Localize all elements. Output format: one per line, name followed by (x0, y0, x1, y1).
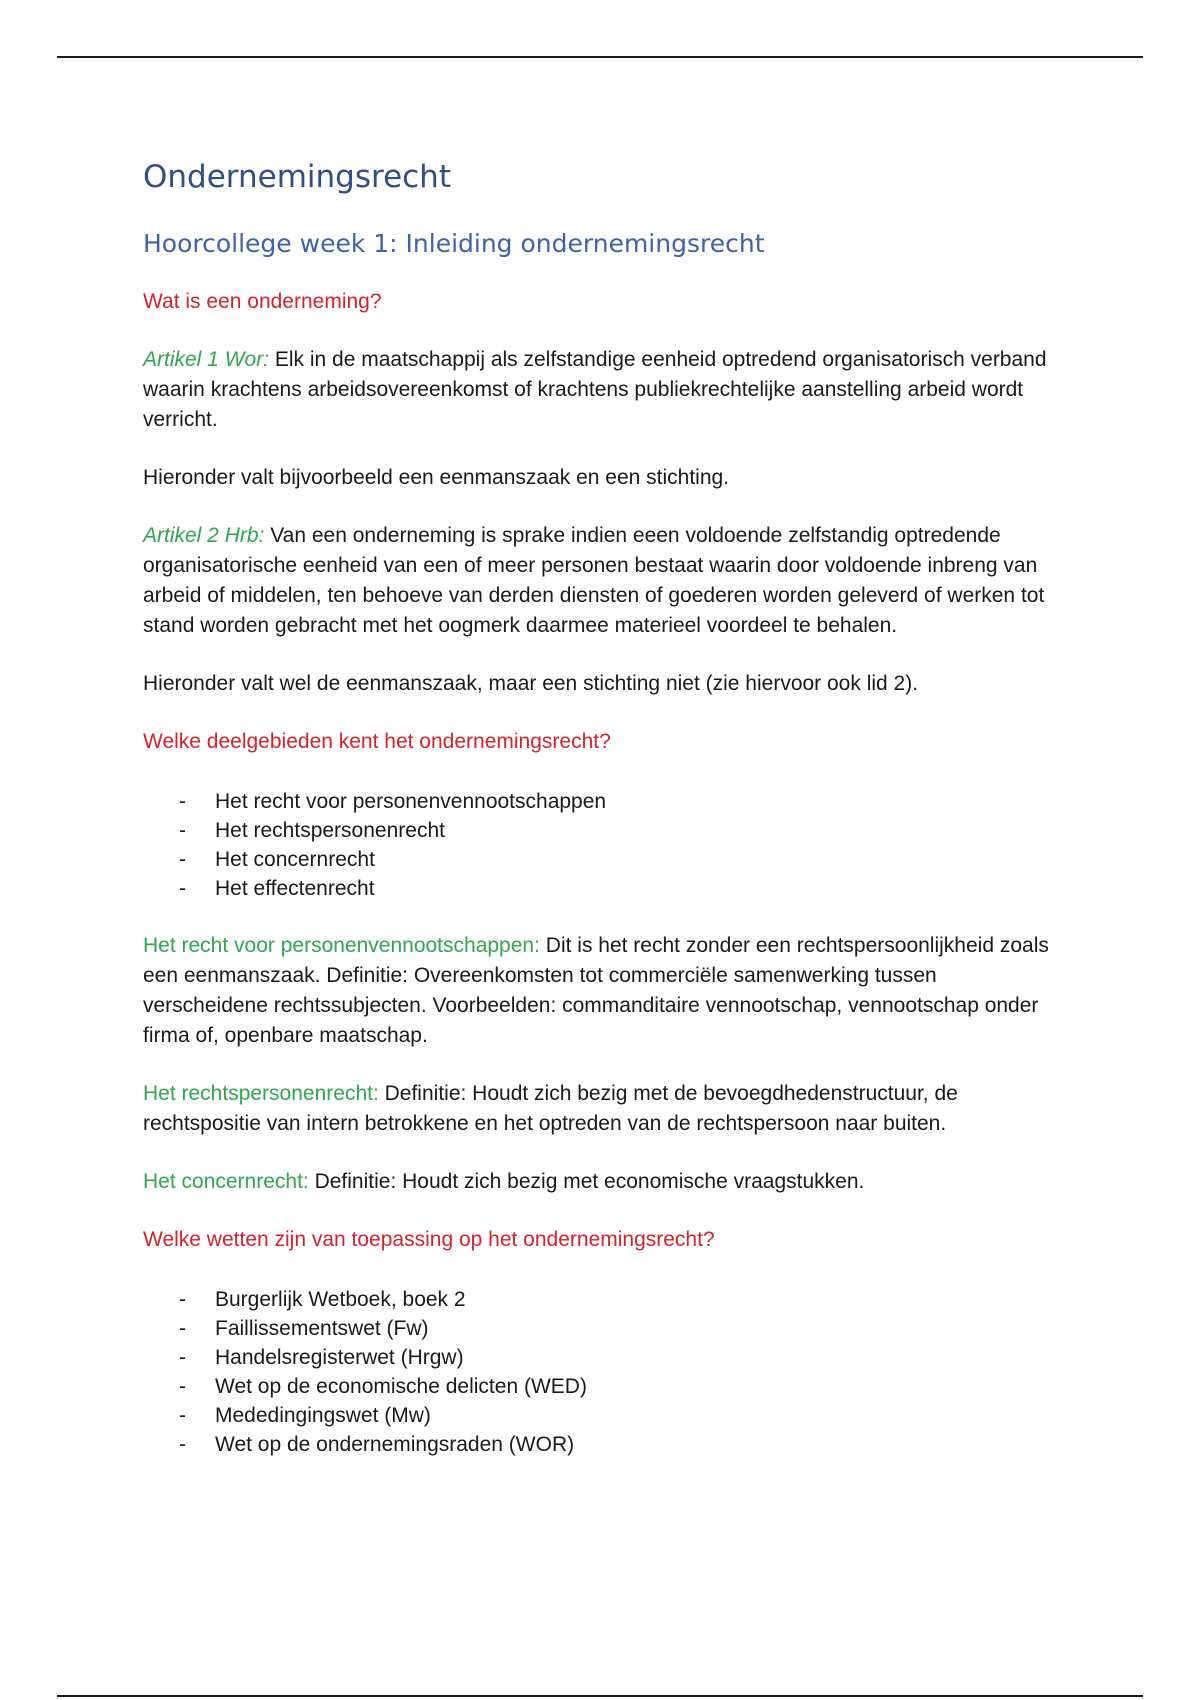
definition-1-label: Het recht voor personenvennootschappen: (143, 933, 540, 957)
article-1-label: Artikel 1 Wor: (143, 347, 270, 371)
list-item: - Burgerlijk Wetboek, boek 2 (179, 1287, 466, 1311)
page-title: Ondernemingsrecht (143, 159, 451, 195)
definition-3-label: Het concernrecht: (143, 1169, 309, 1193)
definition-1-paragraph (143, 931, 1063, 1051)
bottom-rule (57, 1695, 1143, 1697)
question-3: Welke wetten zijn van toepassing op het ondernemingsrecht? (143, 1227, 715, 1251)
list-item: - Het effectenrecht (179, 876, 375, 900)
document-body (143, 160, 1063, 1487)
list-item: - Faillissementswet (Fw) (179, 1316, 429, 1340)
list-item: - Wet op de economische delicten (WED) (179, 1374, 587, 1398)
list-item: - Het recht voor personenvennootschappen (179, 789, 607, 813)
definition-1-text: Dit is het recht zonder een rechtspersoonlijkheid zoals een eenmanszaak. Definitie: Overeenkomsten tot commerciële samenwerking tussen verscheidene rechtssubjecten. Voorbeelden: commanditaire vennootschap, vennootschap onder firma of, openbare maatschap. (143, 933, 1049, 1047)
top-rule (57, 56, 1143, 58)
definition-3-text: Definitie: Houdt zich bezig met economische vraagstukken. (308, 1169, 865, 1193)
article-2-text: Van een onderneming is sprake indien eeen voldoende zelfstandig optredende organisatorische eenheid van een of meer personen bestaat waarin door voldoende inbreng van arbeid of middelen, ten behoeve van derden diensten of goederen worden geleverd of werken tot stand worden gebracht met het oogmerk daarmee materieel voordeel te behalen. (143, 523, 1045, 637)
list-item: - Wet op de ondernemingsraden (WOR) (179, 1432, 575, 1456)
paragraph-2: Hieronder valt wel de eenmanszaak, maar een stichting niet (zie hiervoor ook lid 2). (143, 671, 919, 695)
definition-3-paragraph (143, 1167, 1063, 1197)
list-item: - Handelsregisterwet (Hrgw) (179, 1345, 464, 1369)
list-item: - Het concernrecht (179, 847, 375, 871)
list-item: - Mededingingswet (Mw) (179, 1403, 431, 1427)
article-1-text: Elk in de maatschappij als zelfstandige eenheid optredend organisatorisch verband waarin krachtens arbeidsovereenkomst of krachtens publiekrechtelijke aanstelling arbeid wordt verricht. (143, 347, 1047, 431)
definition-2-label: Het rechtspersonenrecht: (143, 1081, 379, 1105)
article-1-paragraph (143, 345, 1063, 435)
question-1: Wat is een onderneming? (143, 289, 382, 313)
article-2-paragraph (143, 521, 1063, 641)
subfields-list (143, 787, 1063, 903)
laws-list (143, 1285, 1063, 1459)
definition-2-paragraph (143, 1079, 1063, 1139)
article-2-label: Artikel 2 Hrb: (143, 523, 265, 547)
lecture-subtitle: Hoorcollege week 1: Inleiding ondernemingsrecht (143, 228, 765, 258)
definition-2-text: Definitie: Houdt zich bezig met de bevoegdhedenstructuur, de rechtspositie van intern betrokkene en het optreden van de rechtspersoon naar buiten. (143, 1081, 958, 1135)
question-2: Welke deelgebieden kent het ondernemingsrecht? (143, 729, 611, 753)
paragraph-1: Hieronder valt bijvoorbeeld een eenmanszaak en een stichting. (143, 465, 730, 489)
list-item: - Het rechtspersonenrecht (179, 818, 445, 842)
